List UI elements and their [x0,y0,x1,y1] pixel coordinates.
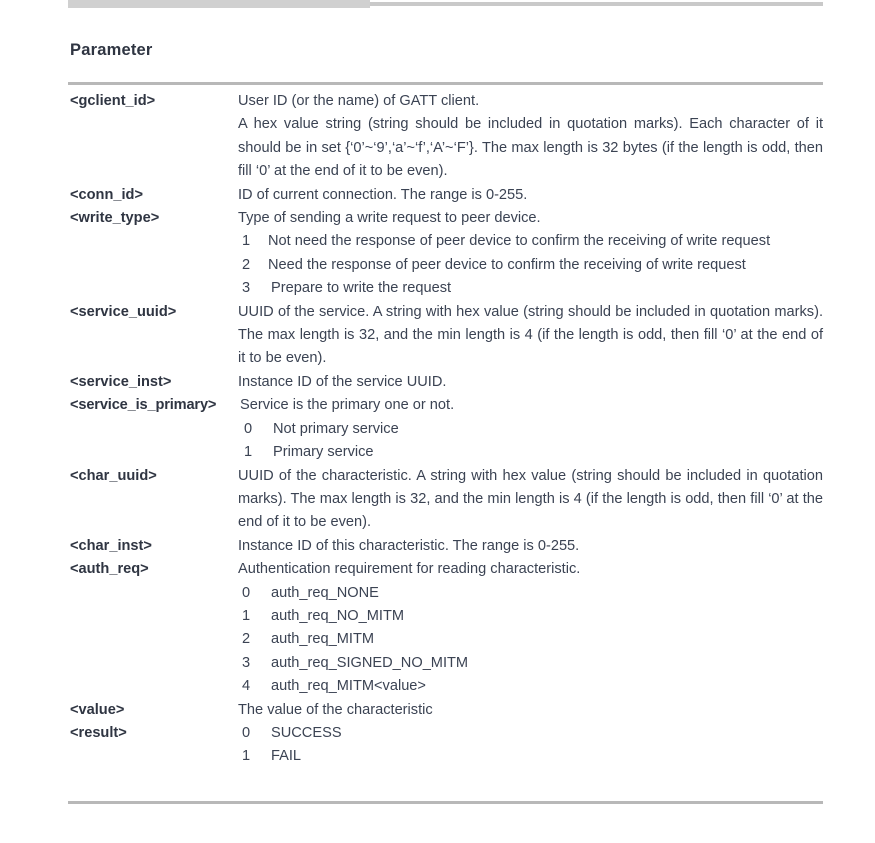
enum-option-label: Not primary service [273,420,399,437]
enum-option-label: auth_req_NONE [271,584,379,601]
enum-option-value: 1 [242,233,251,250]
table-top-rule [68,82,823,85]
parameter-description [238,699,823,722]
parameter-name: <service_inst> [70,373,172,390]
enum-option-value: 4 [242,678,251,695]
enum-option [238,230,823,253]
table-row [68,207,823,301]
enum-option-label: Primary service [273,444,374,461]
enum-option-label: Need the response of peer device to confirm the receiving of write request [268,256,746,273]
enum-option [238,722,823,745]
parameter-name: <gclient_id> [70,93,156,109]
enum-option [238,605,823,628]
enum-option-label: SUCCESS [271,724,342,741]
parameter-description [238,371,823,394]
description-paragraph: User ID (or the name) of GATT client. [238,93,480,109]
parameter-description [238,465,823,535]
description-paragraph: Type of sending a write request to peer device. [238,210,541,227]
parameter-name: <service_is_primary> [70,397,217,414]
table-row [68,90,823,184]
enum-option-label: FAIL [271,748,302,765]
parameter-description [238,184,823,207]
description-paragraph: ID of current connection. The range is 0-255. [238,186,528,203]
parameter-description [238,90,823,184]
enum-option-value: 2 [242,256,251,273]
table-header-bar-partial [0,0,875,12]
enum-option [238,277,823,300]
enum-option [238,254,823,277]
enum-option-value: 0 [242,724,251,741]
enum-option [238,745,823,768]
enum-option-value: 3 [242,280,251,297]
enum-option-value: 2 [242,631,251,648]
table-row [68,535,823,558]
enum-option-value: 1 [244,444,253,461]
parameter-name: <char_inst> [70,537,152,554]
parameter-name: <write_type> [70,210,160,227]
table-row [68,722,823,769]
table-row [68,184,823,207]
parameter-description [238,301,823,371]
enum-option [240,441,823,464]
parameter-description [238,535,823,558]
enum-option [238,652,823,675]
enum-option-label: auth_req_MITM [271,631,375,648]
table-row [68,394,823,464]
description-paragraph: Instance ID of this characteristic. The range is 0-255. [238,537,580,554]
enum-option-value: 0 [244,420,253,437]
table-row [68,371,823,394]
table-row [68,465,823,535]
parameter-name: <service_uuid> [70,303,177,320]
table-row [68,699,823,722]
description-paragraph: Instance ID of the service UUID. [238,373,447,390]
enum-option-value: 3 [242,654,251,671]
parameter-description [238,207,823,301]
enum-option-value: 1 [242,607,251,624]
parameter-table [68,90,823,769]
parameter-description [240,394,823,464]
table-row [68,301,823,371]
parameter-name: <conn_id> [70,186,143,203]
enum-option-label: auth_req_NO_MITM [271,607,405,624]
parameter-name: <value> [70,701,125,718]
table-row [68,558,823,698]
parameter-name: <result> [70,724,127,741]
table-header-fill [68,0,370,8]
description-paragraph: Authentication requirement for reading characteristic. [238,561,581,578]
description-paragraph: The value of the characteristic [238,701,433,718]
description-paragraph: A hex value string (string should be included in quotation marks). Each character of it should be in set {‘0’~‘9’,‘a’~‘f’,‘A’~‘F’}. The max length is 32 bytes (if the length is odd, then fill ‘0’ at the end of it to be even). [238,116,823,180]
parameter-description [238,722,823,769]
enum-option-label: Prepare to write the request [271,280,452,297]
enum-option [238,628,823,651]
enum-option [238,675,823,698]
enum-option-label: auth_req_MITM<value> [271,678,426,695]
enum-option-value: 0 [242,584,251,601]
parameter-description [238,558,823,698]
enum-option [238,582,823,605]
enum-option-label: auth_req_SIGNED_NO_MITM [271,654,469,671]
page-title: Parameter [70,41,153,59]
enum-option-value: 1 [242,748,251,765]
parameter-name: <char_uuid> [70,467,157,484]
parameter-name: <auth_req> [70,561,149,578]
description-paragraph: UUID of the service. A string with hex value (string should be included in quotation marks). The max length is 32, and the min length is 4 (if the length is odd, then fill ‘0’ at the end of it to be even). [238,303,823,367]
table-bottom-rule [68,801,823,804]
description-paragraph: UUID of the characteristic. A string with hex value (string should be included in quotation marks). The max length is 32, and the min length is 4 (if the length is odd, then fill ‘0’ at the end of it to be even). [238,467,823,531]
description-paragraph: Service is the primary one or not. [240,397,455,414]
enum-option [240,418,823,441]
enum-option-label: Not need the response of peer device to confirm the receiving of write request [268,233,771,250]
